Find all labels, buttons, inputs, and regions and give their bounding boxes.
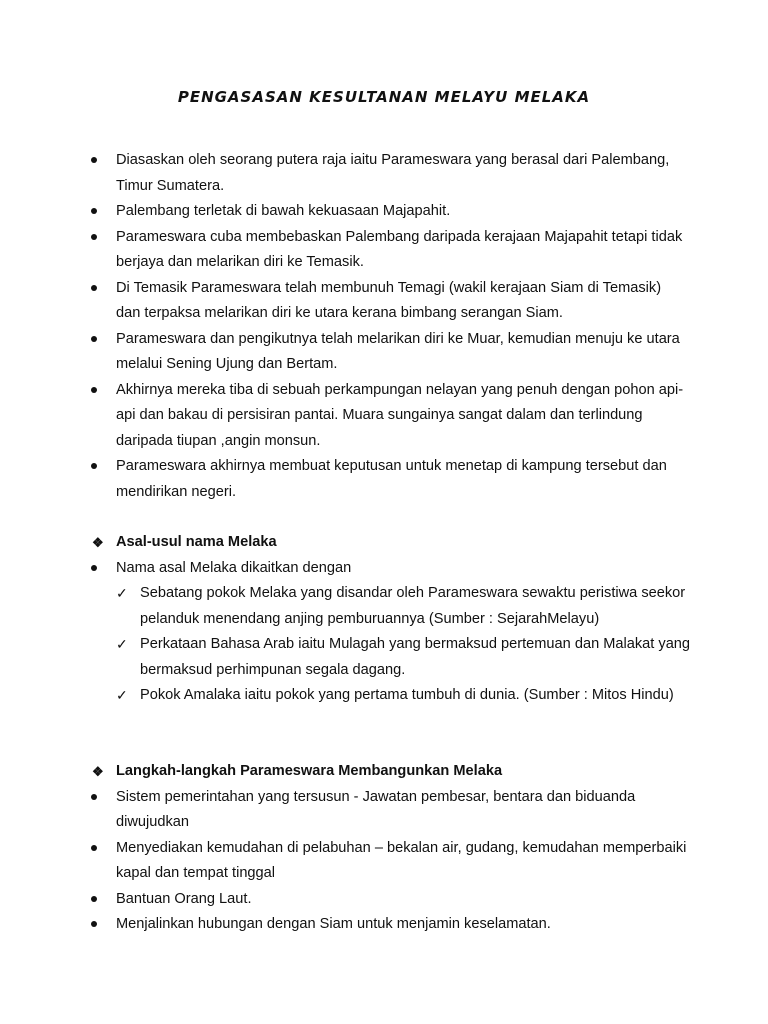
list-item — [88, 225, 688, 276]
list-item — [92, 785, 692, 836]
list-item-text: Diasaskan oleh seorang putera raja iaitu Parameswara yang berasal dari Palembang, Timur Sumatera. — [116, 152, 670, 194]
section-langkah — [92, 759, 692, 938]
bullet-icon — [91, 845, 97, 851]
bullet-icon — [91, 896, 97, 902]
section-bullet-list — [92, 556, 692, 582]
list-item — [92, 912, 692, 938]
list-item-text: Parameswara dan pengikutnya telah melarikan diri ke Muar, kemudian menuju ke utara melalui Sening Ujung dan Bertam. — [116, 330, 680, 372]
check-icon: ✓ — [116, 687, 128, 703]
list-item — [92, 556, 692, 582]
bullet-icon — [91, 208, 97, 214]
list-item-text: Di Temasik Parameswara telah membunuh Temagi (wakil kerajaan Siam di Temasik) dan terpaksa melarikan diri ke utara kerana bimbang serangan Siam. — [116, 279, 662, 321]
check-item — [92, 683, 692, 709]
list-item — [88, 327, 688, 378]
bullet-icon — [91, 157, 97, 163]
list-item-text: Menjalinkan hubungan dengan Siam untuk menjamin keselamatan. — [116, 916, 551, 932]
bullet-icon — [91, 285, 97, 291]
check-item-text: Sebatang pokok Melaka yang disandar oleh Parameswara sewaktu peristiwa seekor pelanduk menendang anjing pemburuannya (Sumber : SejarahMelayu) — [140, 585, 686, 627]
bullet-icon — [91, 565, 97, 571]
check-item-text: Pokok Amalaka iaitu pokok yang pertama tumbuh di dunia. (Sumber : Mitos Hindu) — [140, 687, 674, 703]
list-item — [88, 199, 688, 225]
bullet-icon — [91, 336, 97, 342]
list-item — [88, 276, 688, 327]
page-title: PENGASASAN KESULTANAN MELAYU MELAKA — [177, 88, 591, 106]
bullet-icon — [91, 463, 97, 469]
list-item-text: Sistem pemerintahan yang tersusun - Jawatan pembesar, bentara dan biduanda diwujudkan — [116, 788, 636, 830]
bullet-icon — [91, 921, 97, 927]
bullet-icon — [91, 387, 97, 393]
list-item-text: Bantuan Orang Laut. — [116, 890, 252, 907]
section-asal-usul — [92, 530, 692, 709]
section-heading — [92, 530, 692, 556]
list-item — [88, 148, 688, 199]
check-icon: ✓ — [116, 585, 128, 601]
list-item — [92, 887, 692, 913]
list-item — [88, 378, 688, 455]
list-item-text: Akhirnya mereka tiba di sebuah perkampungan nelayan yang penuh dengan pohon api-api dan bakau di persisiran pantai. Muara sungainya sangat dalam dan terlindung daripada tiupan ,angin monsun. — [116, 381, 684, 449]
list-item-text: Palembang terletak di bawah kekuasaan Majapahit. — [116, 203, 451, 219]
check-icon: ✓ — [116, 636, 128, 652]
diamond-bullet-icon: ❖ — [92, 764, 104, 779]
intro-bullet-list — [88, 148, 688, 505]
list-item — [92, 836, 692, 887]
list-item-text: Nama asal Melaka dikaitkan dengan — [116, 559, 352, 576]
check-list — [92, 581, 692, 709]
diamond-bullet-icon: ❖ — [92, 535, 104, 550]
check-item-text: Perkataan Bahasa Arab iaitu Mulagah yang bermaksud pertemuan dan Malakat yang bermaksud perhimpunan segala dagang. — [140, 636, 691, 678]
list-item — [88, 454, 688, 505]
section-bullet-list — [92, 785, 692, 938]
section-heading-text: Langkah-langkah Parameswara Membangunkan Melaka — [116, 763, 503, 779]
list-item-text: Menyediakan kemudahan di pelabuhan – bekalan air, gudang, kemudahan memperbaiki kapal dan tempat tinggal — [116, 839, 687, 881]
list-item-text: Parameswara akhirnya membuat keputusan untuk menetap di kampung tersebut dan mendirikan negeri. — [116, 458, 667, 500]
section-heading — [92, 759, 692, 785]
check-item — [92, 632, 692, 683]
check-item — [92, 581, 692, 632]
bullet-icon — [91, 234, 97, 240]
list-item-text: Parameswara cuba membebaskan Palembang daripada kerajaan Majapahit tetapi tidak berjaya dan melarikan diri ke Temasik. — [116, 228, 683, 270]
section-heading-text: Asal-usul nama Melaka — [116, 534, 277, 550]
bullet-icon — [91, 794, 97, 800]
